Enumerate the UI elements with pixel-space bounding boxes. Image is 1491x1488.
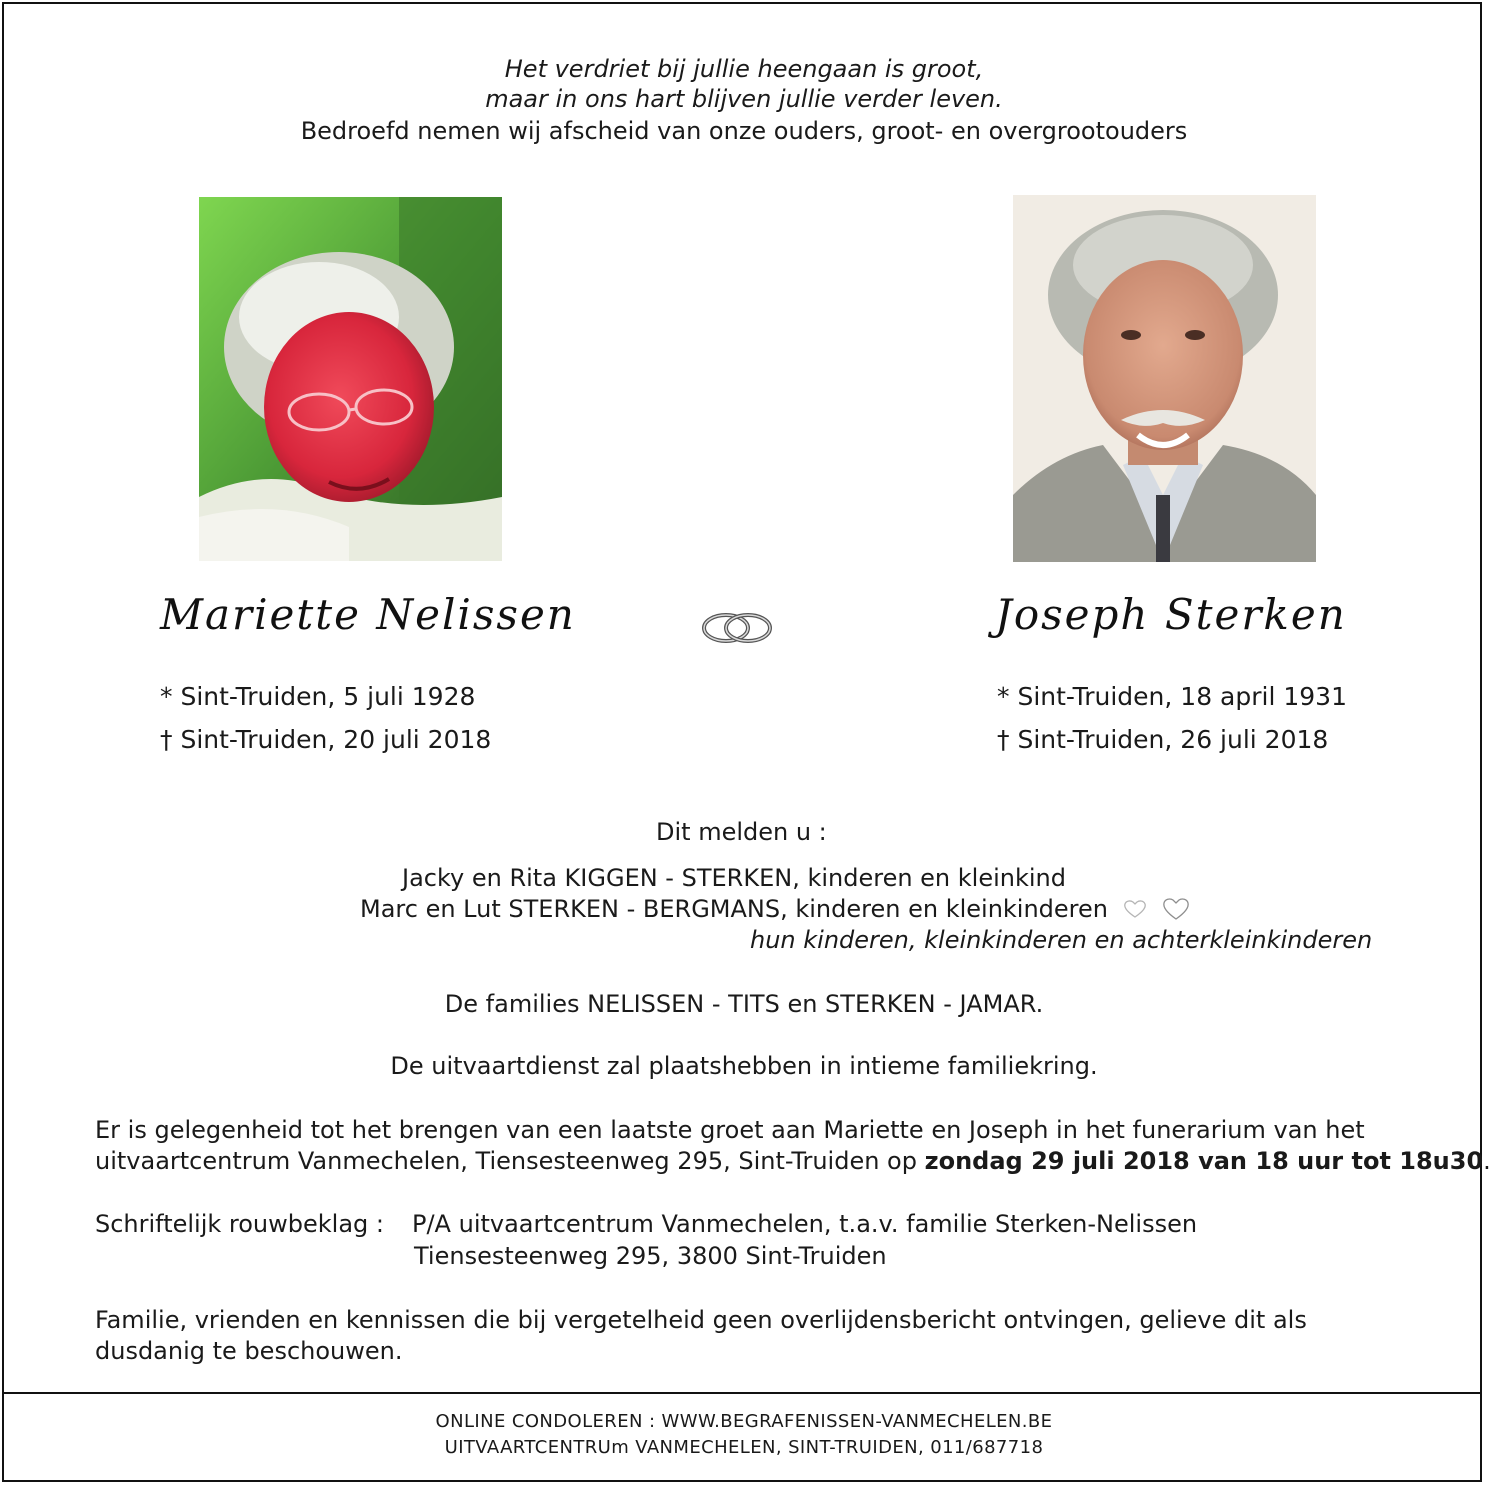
photo-mariette xyxy=(199,197,502,561)
motto-line-2: maar in ons hart blijven jullie verder leven. xyxy=(485,85,1003,113)
service-line: De uitvaartdienst zal plaatshebben in intieme familiekring. xyxy=(390,1052,1098,1080)
notice-line-1: Familie, vrienden en kennissen die bij vergetelheid geen overlijdensbericht ontvingen, gelieve dit als xyxy=(95,1306,1307,1334)
motto-line-1: Het verdriet bij jullie heengaan is groot, xyxy=(504,55,984,83)
wedding-rings-icon xyxy=(698,608,778,648)
family-line-2 xyxy=(360,895,1191,928)
condolence-label: Schriftelijk rouwbeklag : xyxy=(95,1210,384,1238)
mariette-birth: * Sint-Truiden, 5 juli 1928 xyxy=(160,682,476,711)
visitation-end: . xyxy=(1483,1147,1491,1175)
footer-divider xyxy=(4,1392,1480,1394)
photo-joseph xyxy=(1013,195,1316,562)
footer-line-1: ONLINE CONDOLEREN : WWW.BEGRAFENISSEN-VANMECHELEN.BE xyxy=(435,1411,1053,1432)
visitation-date: zondag 29 juli 2018 van 18 uur tot 18u30 xyxy=(924,1147,1484,1175)
notice-line-2: dusdanig te beschouwen. xyxy=(95,1337,403,1365)
person-name-mariette: Mariette Nelissen xyxy=(160,590,576,639)
condolence-address-1: P/A uitvaartcentrum Vanmechelen, t.a.v. familie Sterken-Nelissen xyxy=(412,1210,1198,1238)
visitation-text: uitvaartcentrum Vanmechelen, Tiensesteenweg 295, Sint-Truiden op xyxy=(95,1147,925,1175)
family-line-3: hun kinderen, kleinkinderen en achterkleinkinderen xyxy=(750,926,1373,954)
intro-text: Bedroefd nemen wij afscheid van onze ouders, groot- en overgrootouders xyxy=(300,117,1188,145)
person-name-joseph: Joseph Sterken xyxy=(995,590,1347,639)
family-line-1: Jacky en Rita KIGGEN - STERKEN, kinderen en kleinkind xyxy=(402,864,1066,892)
heart-outline-icon xyxy=(1161,897,1191,928)
family-line-2-text: Marc en Lut STERKEN - BERGMANS, kinderen en kleinkinderen xyxy=(360,895,1108,923)
joseph-birth: * Sint-Truiden, 18 april 1931 xyxy=(997,682,1347,711)
announce-label: Dit melden u : xyxy=(656,818,827,846)
visitation-line-1: Er is gelegenheid tot het brengen van een laatste groet aan Mariette en Joseph in het funerarium van het xyxy=(95,1116,1365,1144)
condolence-address-2: Tiensesteenweg 295, 3800 Sint-Truiden xyxy=(414,1242,887,1270)
mariette-death: † Sint-Truiden, 20 juli 2018 xyxy=(160,725,492,754)
joseph-death: † Sint-Truiden, 26 juli 2018 xyxy=(997,725,1329,754)
footer-line-2: UITVAARTCENTRUm VANMECHELEN, SINT-TRUIDEN, 011/687718 xyxy=(444,1437,1044,1458)
visitation-line-2 xyxy=(95,1146,1491,1176)
families-line: De families NELISSEN - TITS en STERKEN - JAMAR. xyxy=(444,990,1044,1018)
heart-outline-icon xyxy=(1122,897,1148,926)
